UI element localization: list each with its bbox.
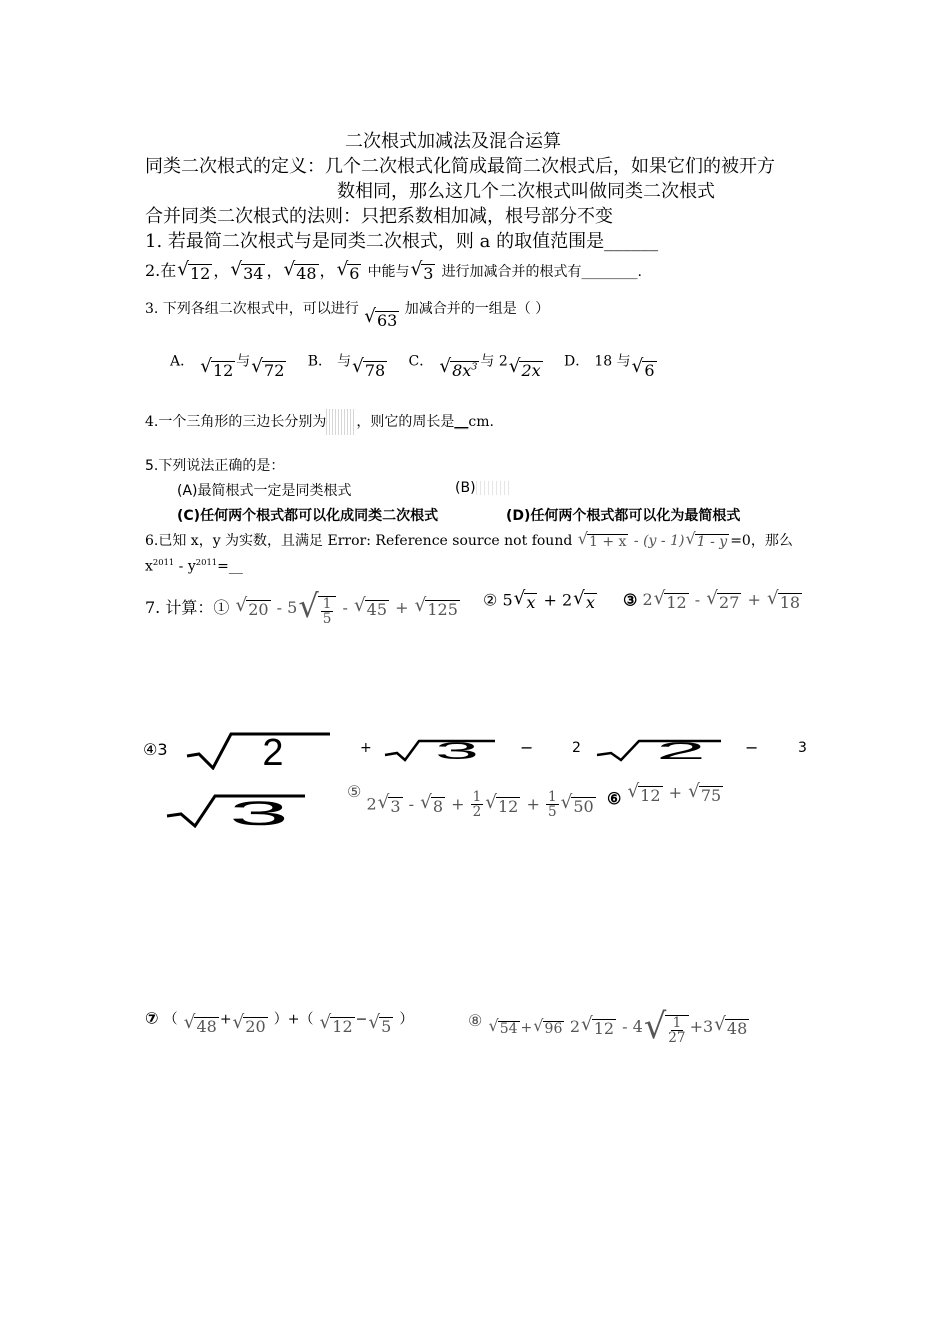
radical: √ 12	[319, 1012, 353, 1036]
radical: √ 75	[688, 781, 722, 805]
radical: √ 96	[533, 1016, 563, 1038]
radicand: 45	[366, 600, 388, 620]
radical: √ 12	[581, 1014, 615, 1039]
question-5-stem: 5.下列说法正确的是：	[145, 458, 285, 474]
radical: √ 78	[352, 356, 386, 380]
radicand: 2	[262, 732, 284, 770]
radical: √ 3	[377, 791, 401, 816]
radicand: 8x	[452, 361, 472, 380]
radical: √ 1 - y	[685, 529, 728, 551]
radicand: 54	[499, 1021, 518, 1038]
option-d-number: 18 与	[594, 353, 631, 370]
radicand: 12	[212, 361, 234, 380]
option-b-label: B．	[307, 353, 333, 370]
radical: √ 12	[200, 356, 234, 380]
with-text: 与 2	[480, 353, 508, 370]
question-2	[145, 258, 642, 282]
left-paren: （	[163, 1011, 178, 1028]
operator-plus: +	[360, 740, 372, 756]
operator: -	[694, 590, 701, 610]
radical: √ 2x	[508, 356, 541, 380]
circled-number-7: ⑦	[145, 1008, 159, 1028]
radicand: 75	[700, 786, 722, 805]
radicand: 6	[644, 361, 655, 380]
option-c-text: (C)任何两个根式都可以化成同类二次根式	[177, 508, 439, 524]
operator: -	[342, 597, 348, 617]
question-5-option-c	[177, 505, 438, 525]
fraction	[668, 1016, 685, 1046]
radical: √ 63	[364, 306, 398, 331]
radicand: 3	[390, 796, 401, 816]
radical: √ 12	[177, 258, 211, 283]
coefficient: 2	[642, 590, 653, 610]
with-text: 与	[236, 353, 251, 370]
x-var: x	[145, 558, 153, 575]
separator: ，	[319, 261, 336, 280]
radical: √ 72	[251, 356, 285, 380]
radicand: 1 - y	[696, 534, 728, 551]
operator: +	[451, 794, 465, 814]
radicand: 2x	[521, 361, 541, 380]
question-7-row-1	[145, 587, 461, 628]
radical: √ 34	[230, 258, 264, 283]
equals-blank: =__	[217, 558, 243, 575]
radical: √ 3	[410, 258, 434, 283]
radicand: 6	[349, 263, 360, 283]
radicand: 8	[432, 796, 444, 816]
big-radical	[165, 792, 310, 828]
question-5-option-d	[506, 505, 740, 525]
radicand: 12	[640, 786, 661, 805]
operator: −	[355, 1011, 368, 1028]
radicand: 3	[435, 738, 479, 762]
operator: +	[747, 590, 761, 610]
operator: +	[219, 1011, 232, 1028]
question-6-line-2	[145, 557, 243, 575]
fraction	[321, 597, 334, 627]
radicand: x	[585, 593, 595, 612]
radicand: 2	[656, 738, 706, 762]
coefficient: 3	[157, 740, 168, 759]
q4-suffix: ，则它的周长是	[356, 414, 455, 430]
circled-number-8: ⑧	[468, 1010, 483, 1030]
circled-number-label: ④	[143, 740, 158, 759]
denominator: 2	[472, 804, 482, 821]
separator: ，	[213, 261, 230, 280]
radical: √ 12	[485, 791, 519, 816]
circled-number-6: ⑥	[607, 789, 622, 809]
q2-prefix: 2.在	[145, 261, 177, 280]
big-radical	[383, 738, 498, 762]
fraction	[471, 790, 484, 820]
radical: √ 45	[353, 595, 388, 620]
circled-number-5: ⑤	[347, 782, 362, 802]
question-6	[145, 530, 793, 551]
exponent: 3	[471, 361, 478, 373]
option-a-text: (A)最简根式一定是同类根式	[177, 483, 352, 499]
radical: √ $8x^3$	[439, 356, 478, 380]
radical: √ $\frac{1}{5}$	[298, 590, 336, 627]
equation-mid: - (y - 1)	[633, 533, 685, 549]
radicand: 12	[593, 1019, 615, 1039]
q4-prefix: 4.一个三角形的三边长分别为	[145, 414, 327, 430]
option-b-text: (B)	[455, 480, 476, 496]
radicand: 12	[332, 1017, 353, 1036]
operator: + 2	[543, 590, 573, 610]
radical: √ 48	[714, 1014, 748, 1039]
q2-mid: 中能与	[367, 264, 410, 280]
radicand: 3	[229, 795, 289, 828]
denominator: 27	[668, 1030, 686, 1047]
garbled-image-placeholder	[476, 481, 512, 495]
separator: ，	[266, 261, 283, 280]
expression-6	[607, 781, 724, 809]
option-d-text: (D)任何两个根式都可以化为最简根式	[506, 508, 741, 524]
rule-line: 合并同类二次根式的法则：只把系数相加减，根号部分不变	[145, 206, 613, 227]
radicand: 1 + x	[589, 534, 627, 551]
circled-number-3: ③	[623, 590, 638, 610]
question-3	[145, 298, 550, 331]
radical: √ 18	[766, 588, 801, 612]
coefficient: 3	[798, 740, 807, 756]
radical: √ 48	[283, 258, 317, 283]
radicand: 20	[248, 600, 269, 620]
radical: √ 5	[368, 1012, 392, 1036]
paren-join: ）+（	[273, 1011, 314, 1028]
q3-suffix: 加减合并的一组是（ ）	[404, 301, 550, 317]
radicand: 18	[779, 593, 801, 612]
q4-unit: cm.	[468, 414, 494, 430]
question-5-option-a	[177, 480, 352, 500]
option-c-label: C．	[408, 353, 434, 370]
radical: √ 8	[420, 791, 444, 816]
numerator: 1	[322, 596, 332, 612]
radicand: 48	[296, 263, 317, 283]
page-title: 二次根式加减法及混合运算	[345, 131, 561, 152]
operator-minus: −	[745, 738, 759, 757]
denominator: 5	[322, 611, 332, 628]
coefficient: 2	[572, 740, 581, 756]
coefficient: 2	[366, 794, 377, 814]
radical: √ 20	[235, 595, 269, 620]
q3-prefix: 3. 下列各组二次根式中，可以进行	[145, 301, 359, 317]
question-1: 1. 若最简二次根式与是同类二次根式，则 a 的取值范围是______	[145, 231, 659, 252]
radical: √ 54	[488, 1016, 518, 1038]
expression-8	[468, 1003, 750, 1047]
numerator: 1	[472, 789, 482, 805]
radicand: 96	[544, 1021, 563, 1038]
radical: √ 27	[706, 588, 740, 612]
radicand: 72	[264, 361, 285, 380]
radicand: 12	[190, 263, 211, 283]
radical: √ 1 + x	[577, 529, 627, 551]
circled-number-1: ①	[213, 597, 230, 617]
radical: √ 50	[560, 791, 594, 816]
operator: +	[668, 783, 683, 803]
question-5-option-b	[455, 480, 512, 496]
question-3-options	[170, 350, 658, 380]
radicand: 12	[666, 593, 687, 612]
radical: √ 20	[232, 1012, 266, 1036]
expression-3	[623, 590, 803, 612]
radicand: 3	[423, 263, 434, 283]
operator: -	[408, 794, 415, 814]
q4-blank: __	[454, 414, 469, 430]
circled-number-2: ②	[483, 590, 498, 610]
radicand: 78	[364, 361, 386, 380]
operator: - 4	[622, 1016, 643, 1036]
minus-y: - y	[174, 558, 196, 575]
denominator: 5	[547, 804, 557, 821]
operator: +3	[689, 1016, 714, 1036]
option-a-label: A．	[170, 353, 195, 370]
expression-2	[483, 590, 598, 612]
radicand: 27	[719, 593, 740, 612]
q2-suffix: 进行加减合并的根式有________.	[441, 264, 643, 280]
radicand: 20	[245, 1017, 266, 1036]
radicand: 50	[573, 796, 594, 816]
radical: √ 125	[414, 595, 458, 620]
question-4	[145, 409, 494, 435]
big-radical	[595, 738, 725, 762]
fraction	[546, 790, 559, 820]
radical: √ $\frac{1}{27}$	[644, 1009, 689, 1046]
coefficient: 2	[569, 1016, 580, 1036]
radical: √ 48	[183, 1012, 217, 1036]
radicand: 48	[726, 1019, 748, 1039]
expression-7	[145, 1008, 414, 1036]
garbled-image-placeholder	[326, 409, 356, 435]
definition-line-1: 同类二次根式的定义：几个二次根式化简成最简二次根式后，如果它们的被开方	[145, 156, 775, 177]
option-d-label: D．	[564, 353, 590, 370]
numerator: 1	[672, 1015, 682, 1031]
big-radical	[185, 730, 335, 770]
numerator: 1	[547, 789, 557, 805]
right-paren: ）	[399, 1011, 414, 1028]
operator: - 5	[276, 597, 298, 617]
radical: √ 12	[653, 588, 687, 612]
q6-text: 6.已知 x，y 为实数，且满足 Error: Reference source not found	[145, 533, 573, 549]
radicand: 5	[381, 1017, 392, 1036]
radical: √ 12	[627, 781, 661, 805]
radicand: 48	[196, 1017, 217, 1036]
radical: √ 6	[336, 258, 360, 283]
radical: √ 6	[631, 356, 655, 380]
radical: √ x	[513, 588, 536, 612]
radicand: 34	[243, 263, 264, 283]
with-text: 与	[337, 353, 352, 370]
exponent: 2011	[195, 557, 218, 567]
radicand: 125	[427, 600, 458, 620]
operator: +	[395, 597, 409, 617]
equation-end: =0，那么	[730, 533, 793, 549]
expression-5	[347, 782, 597, 821]
radical: √ x	[573, 588, 595, 612]
exponent: 2011	[152, 557, 175, 567]
circled-number-4	[143, 740, 168, 759]
operator: +	[520, 1019, 533, 1036]
radicand: 63	[376, 311, 398, 331]
coefficient: 5	[502, 590, 513, 610]
operator: +	[526, 794, 540, 814]
radicand: 12	[498, 796, 519, 816]
radicand: x	[526, 593, 536, 612]
q7-label: 7. 计算：	[145, 597, 214, 617]
definition-line-2: 数相同，那么这几个二次根式叫做同类二次根式	[337, 181, 715, 202]
operator-minus: −	[520, 738, 534, 757]
